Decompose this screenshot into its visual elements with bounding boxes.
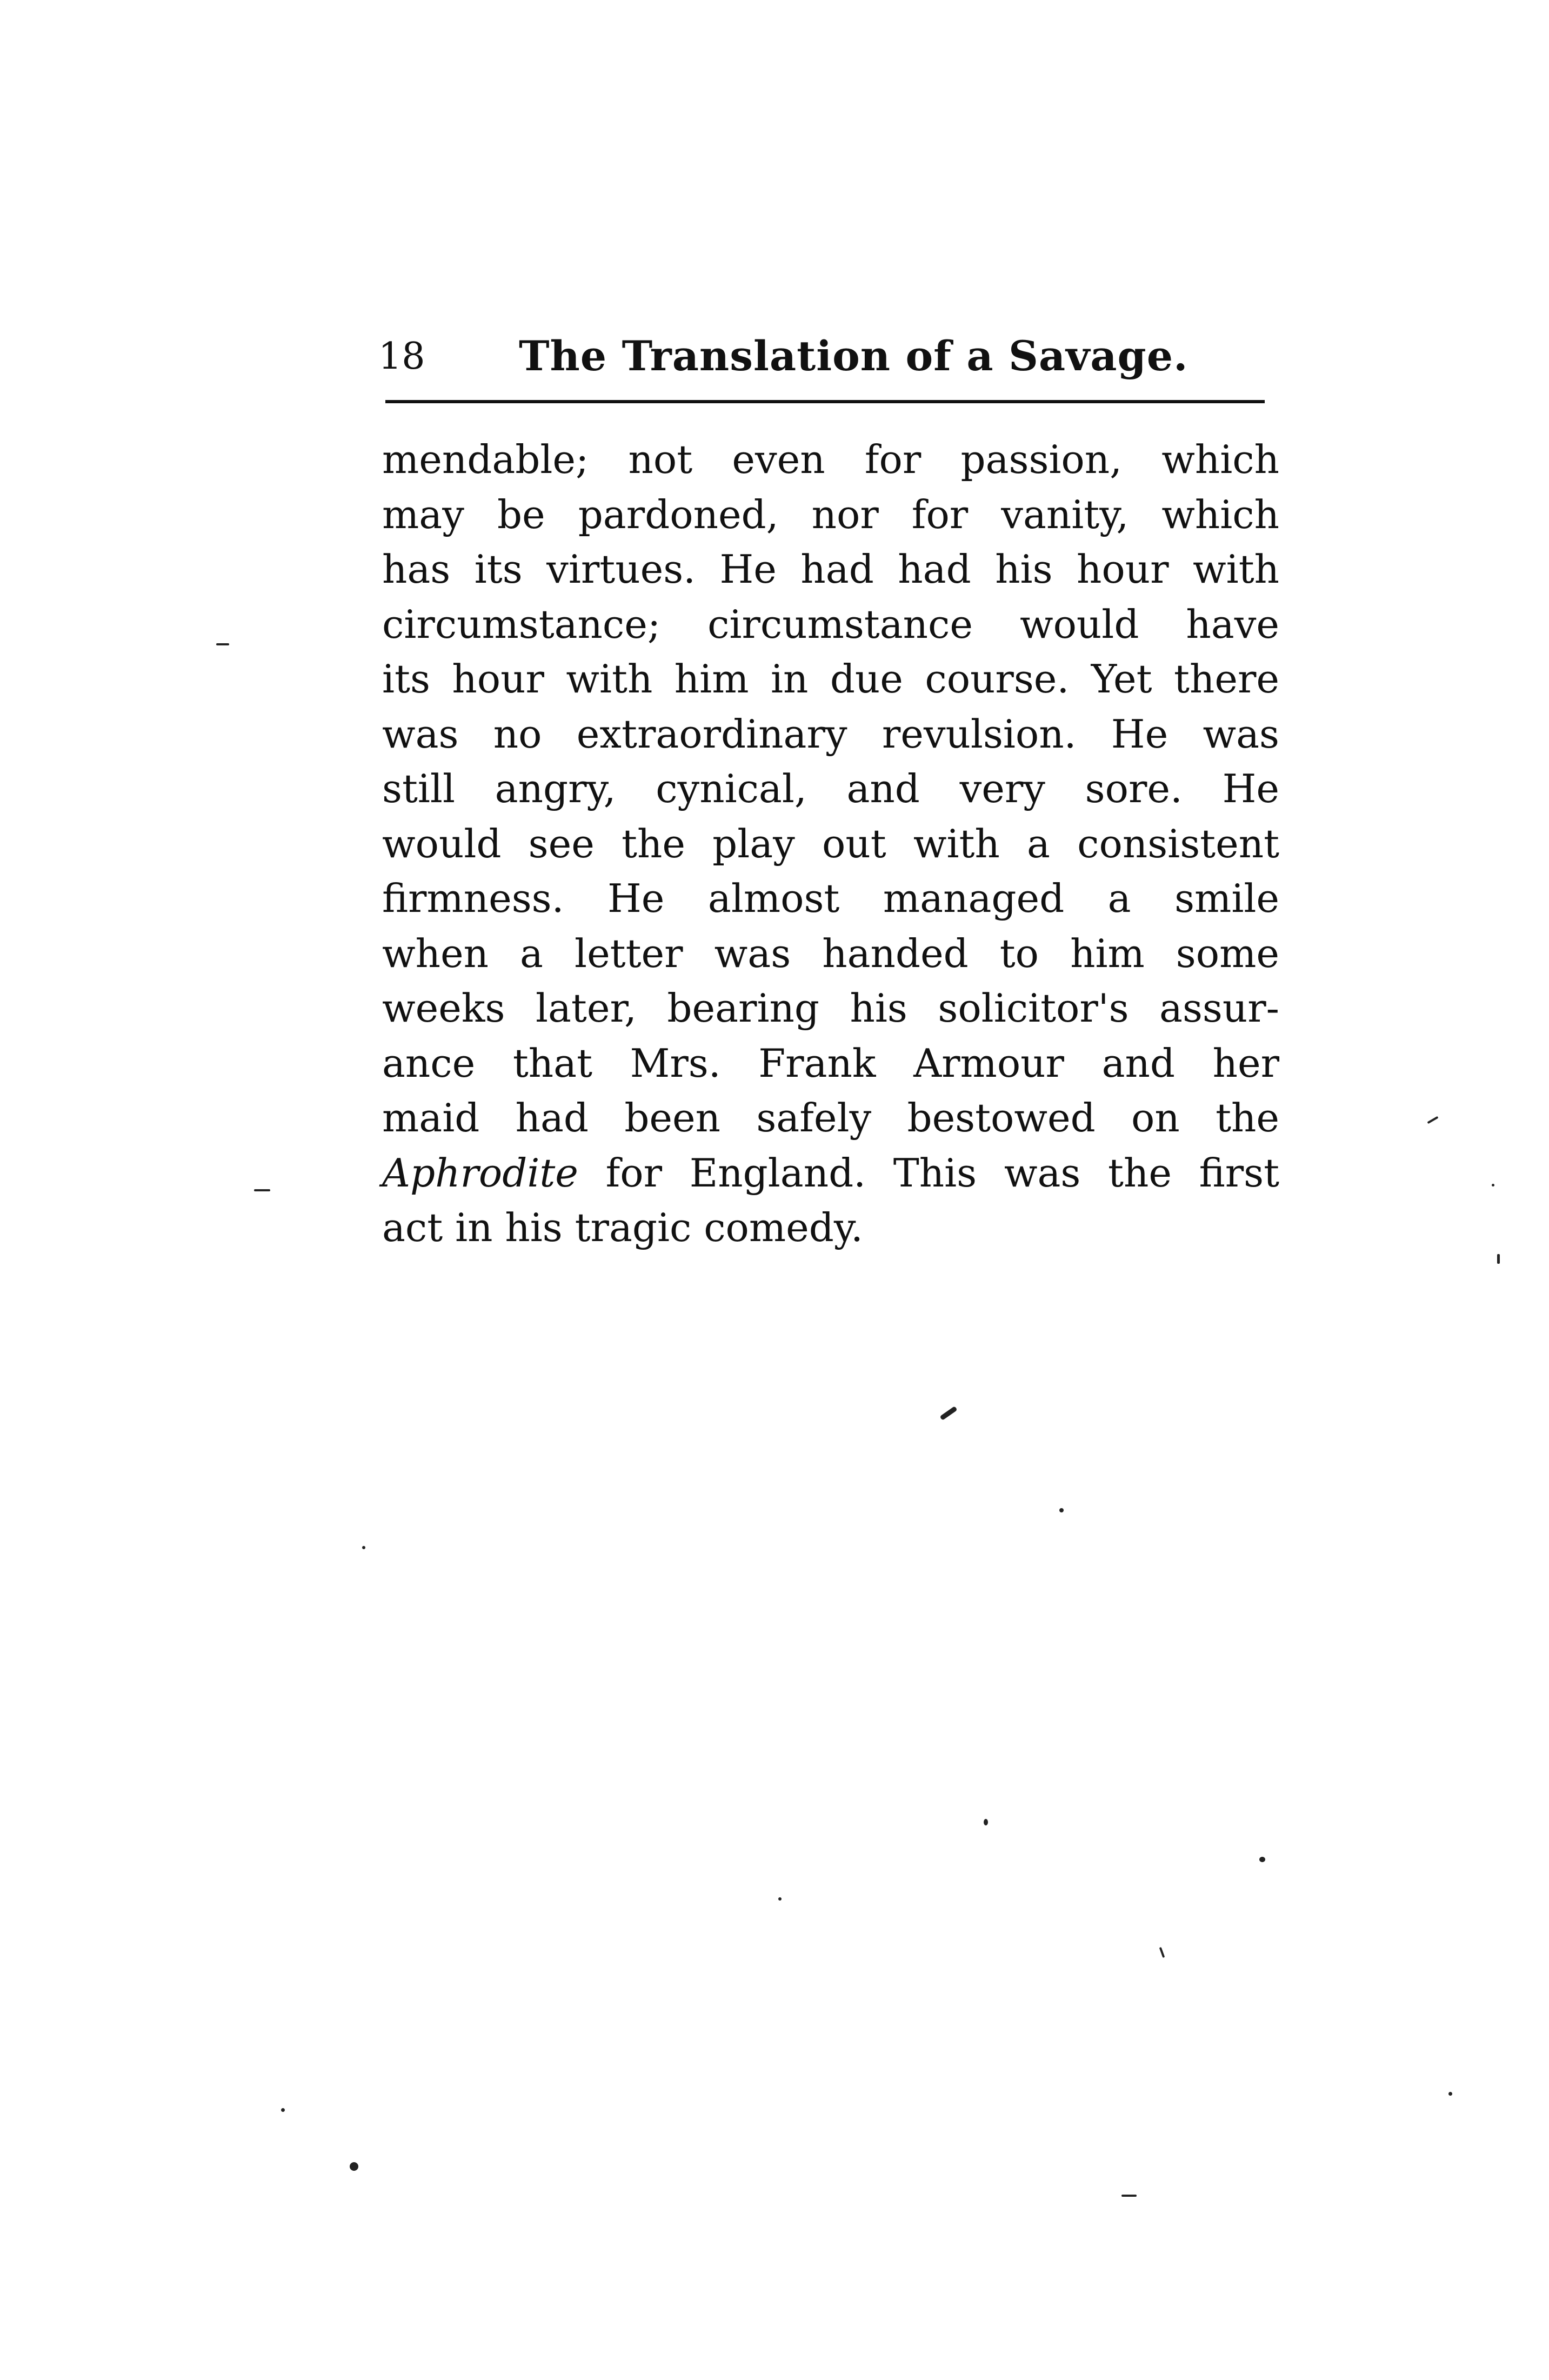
body-text [382,432,1279,1256]
scan-speck [1427,1116,1438,1124]
text-line: firmness. He almost managed a smile [382,876,1279,921]
scan-speck [216,643,229,645]
scan-speck [939,1406,957,1421]
scan-speck [1121,2195,1137,2197]
scan-speck [1497,1254,1500,1264]
page-number: 18 [378,335,425,378]
scan-speck [984,1819,988,1825]
text-line: would see the play out with a consistent [382,821,1279,866]
running-head: The Translation of a Savage. [519,332,1189,380]
text-fragment: for England. This was the first [605,1150,1280,1196]
text-line: may be pardoned, nor for vanity, which [382,491,1279,537]
text-line: still angry, cynical, and very sore. He [382,766,1279,811]
scan-speck [254,1189,270,1191]
scan-speck [350,2162,358,2171]
text-line: act in his tragic comedy. [382,1205,863,1250]
text-line: maid had been safely bestowed on the [382,1095,1279,1141]
text-line: was no extraordinary revulsion. He was [382,711,1279,757]
ship-name: Aphrodite [382,1150,578,1196]
text-line: ance that Mrs. Frank Armour and her [382,1040,1279,1086]
scan-speck [1259,1857,1265,1862]
scan-speck [362,1546,365,1549]
text-line: mendable; not even for passion, which [382,437,1279,482]
text-line: circumstance; circumstance would have [382,601,1279,647]
scan-speck [778,1897,782,1901]
scan-speck [1159,1947,1165,1958]
text-line: weeks later, bearing his solicitor's assur- [382,985,1279,1031]
scan-speck [1448,2092,1452,2096]
scan-speck [1492,1184,1494,1186]
text-line: has its virtues. He had had his hour with [382,546,1279,592]
text-line: when a letter was handed to him some [382,930,1279,976]
text-line [382,1146,1279,1201]
scan-speck [1059,1508,1064,1512]
scan-speck [281,2108,285,2112]
page-header [378,324,1265,395]
header-rule [385,400,1265,403]
text-line: its hour with him in due course. Yet there [382,656,1279,702]
